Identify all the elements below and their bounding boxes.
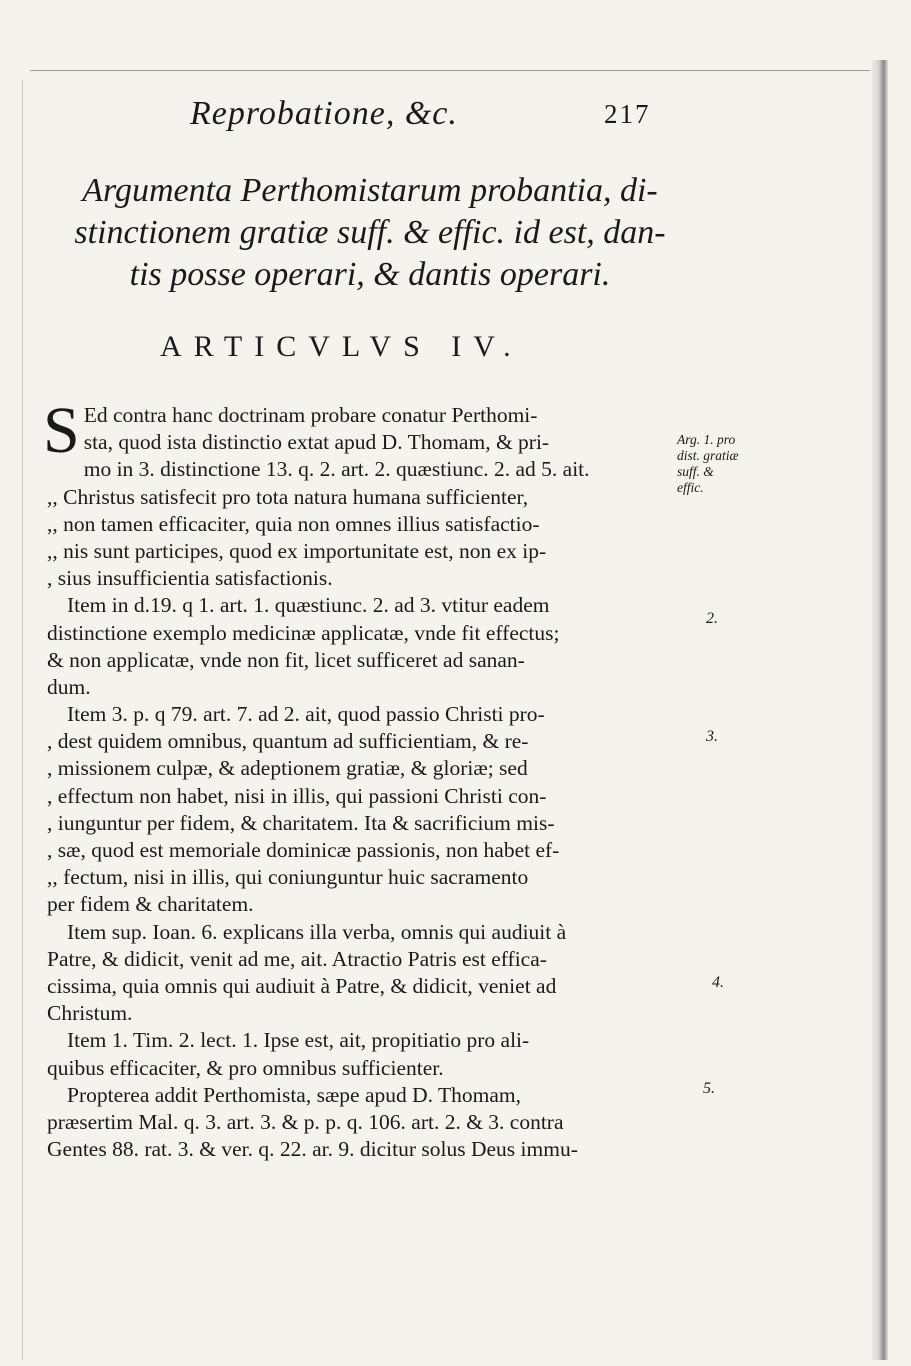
left-margin-line xyxy=(22,80,23,1360)
text-line: distinctione exemplo medicinæ applicatæ, vnde fit effectus; xyxy=(47,620,560,645)
text-line: , dest quidem omnibus, quantum ad sufficientiam, & re- xyxy=(47,729,529,754)
article-heading: ARTICVLVS IV. xyxy=(160,330,523,363)
text-line: per fidem & charitatem. xyxy=(47,892,254,917)
margin-note-line: dist. gratiæ xyxy=(677,448,739,463)
page-gutter-shadow xyxy=(872,60,888,1360)
text-line: , sius insufficientia satisfactionis. xyxy=(47,566,333,591)
text-line: Patre, & didicit, venit ad me, ait. Atractio Patris est effica- xyxy=(47,946,547,971)
margin-number: 2. xyxy=(706,610,718,627)
text-line: Item sup. Ioan. 6. explicans illa verba, omnis qui audiuit à xyxy=(67,919,567,944)
page-header xyxy=(0,95,911,135)
margin-note-line: Arg. 1. pro xyxy=(677,432,736,447)
page-number: 217 xyxy=(604,99,651,129)
text-line: dum. xyxy=(47,674,91,699)
margin-number: 5. xyxy=(703,1080,715,1097)
text-line: Item 3. p. q 79. art. 7. ad 2. ait, quod passio Christi pro- xyxy=(67,702,545,727)
margin-number: 4. xyxy=(712,974,724,991)
text-line: sta, quod ista distinctio extat apud D. Thomam, & pri- xyxy=(83,430,550,455)
running-title: Reprobatione, &c. xyxy=(190,95,458,132)
top-border-line xyxy=(30,70,870,71)
body-text xyxy=(43,394,677,1163)
text-line: & non applicatæ, vnde non fit, licet sufficeret ad sanan- xyxy=(47,647,525,672)
text-line: Propterea addit Perthomista, sæpe apud D. Thomam, xyxy=(67,1082,522,1107)
text-line: ,, fectum, nisi in illis, qui coniunguntur huic sacramento xyxy=(47,865,529,890)
text-line: ,, non tamen efficaciter, quia non omnes illius satisfactio- xyxy=(47,511,540,536)
text-line: cissima, quia omnis qui audiuit à Patre, & didicit, veniet ad xyxy=(47,973,557,998)
margin-note-line: effic. xyxy=(677,480,704,495)
text-line: Gentes 88. rat. 3. & ver. q. 22. ar. 9. dicitur solus Deus immu- xyxy=(47,1137,578,1162)
text-line: ,, Christus satisfecit pro tota natura humana sufficienter, xyxy=(47,484,529,509)
text-line: præsertim Mal. q. 3. art. 3. & p. p. q. 106. art. 2. & 3. contra xyxy=(47,1109,564,1134)
text-line: , effectum non habet, nisi in illis, qui passioni Christi con- xyxy=(47,783,547,808)
title-line: tis posse operari, & dantis operari. xyxy=(129,256,611,293)
section-title xyxy=(50,170,690,296)
margin-number: 3. xyxy=(706,728,718,745)
text-line: , sæ, quod est memoriale dominicæ passionis, non habet ef- xyxy=(47,838,560,862)
text-line: Item in d.19. q 1. art. 1. quæstiunc. 2. ad 3. vtitur eadem xyxy=(67,593,550,618)
text-line: , iunguntur per fidem, & charitatem. Ita & sacrificium mis- xyxy=(47,810,555,835)
text-line: ,, nis sunt participes, quod ex importunitate est, non ex ip- xyxy=(47,538,547,563)
drop-cap: S xyxy=(43,394,80,467)
title-line: Argumenta Perthomistarum probantia, di- xyxy=(82,172,658,209)
margin-note xyxy=(677,432,777,496)
text-line: , missionem culpæ, & adeptionem gratiæ, & gloriæ; sed xyxy=(47,756,528,781)
text-line: Ed contra hanc doctrinam probare conatur Perthomi- xyxy=(83,403,538,427)
text-line: mo in 3. distinctione 13. q. 2. art. 2. quæstiunc. 2. ad 5. ait. xyxy=(83,457,590,482)
text-line: Item 1. Tim. 2. lect. 1. Ipse est, ait, propitiatio pro ali- xyxy=(67,1028,530,1053)
margin-note-line: suff. & xyxy=(677,464,714,479)
text-line: Christum. xyxy=(47,1001,133,1026)
title-line: stinctionem gratiæ suff. & effic. id est, dan- xyxy=(74,214,666,251)
text-line: quibus efficaciter, & pro omnibus sufficienter. xyxy=(47,1055,444,1080)
